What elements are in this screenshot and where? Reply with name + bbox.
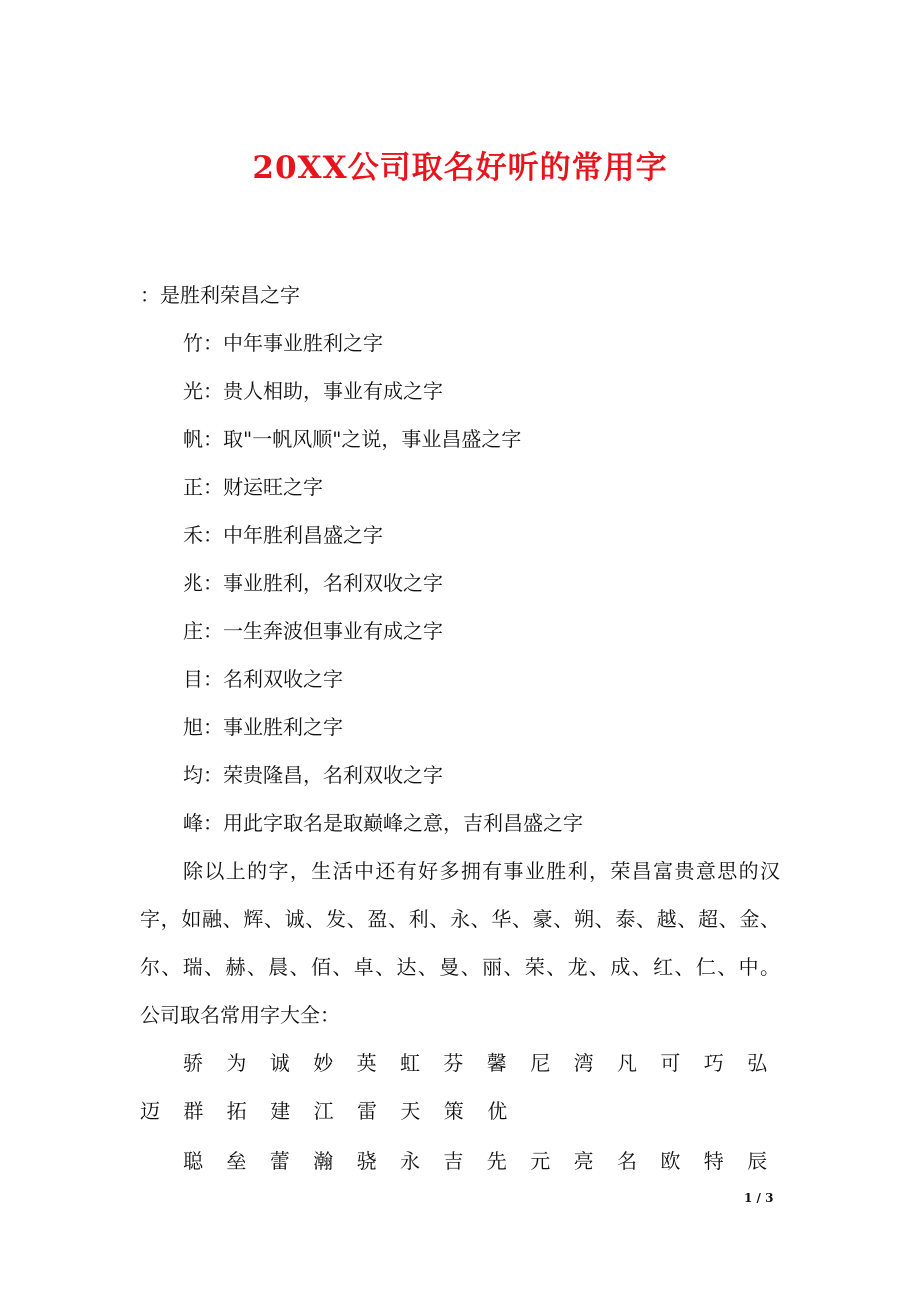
name-char: 诚 — [269, 1051, 290, 1075]
name-char: 策 — [443, 1099, 464, 1123]
name-char: 特 — [703, 1149, 724, 1173]
text-line: 均：荣贵隆昌，名利双收之字 — [183, 763, 443, 787]
text-line: 帆：取"一帆风顺"之说，事业昌盛之字 — [183, 427, 522, 451]
name-char: 优 — [487, 1099, 508, 1123]
text-line: 峰：用此字取名是取巅峰之意，吉利昌盛之字 — [183, 811, 583, 835]
name-char: 蕾 — [269, 1149, 290, 1173]
name-char: 尼 — [530, 1051, 551, 1075]
name-char: 骄 — [183, 1051, 203, 1075]
text-line: 目：名利双收之字 — [183, 667, 343, 691]
name-char: 先 — [486, 1149, 507, 1173]
name-char: 瀚 — [313, 1149, 334, 1173]
paragraph-line: 字，如融、辉、诚、发、盈、利、永、华、豪、朔、泰、越、超、金、 — [140, 907, 780, 931]
char-row — [0, 1048, 920, 1078]
document-title: 20XX公司取名好听的常用字 — [252, 150, 668, 186]
name-char: 芬 — [443, 1051, 464, 1075]
text-line: 光：贵人相助，事业有成之字 — [183, 379, 443, 403]
text-line: 正：财运旺之字 — [183, 475, 323, 499]
name-char: 欧 — [660, 1149, 681, 1173]
section-heading: 公司取名常用字大全： — [140, 1003, 340, 1027]
text-line: 禾：中年胜利昌盛之字 — [183, 523, 383, 547]
char-row — [0, 1096, 920, 1126]
char-row — [0, 1146, 920, 1176]
page-number: 1 / 3 — [744, 1191, 774, 1205]
text-line: 庄：一生奔波但事业有成之字 — [183, 619, 443, 643]
name-char: 建 — [270, 1099, 291, 1123]
name-char: 馨 — [486, 1051, 507, 1075]
name-char: 为 — [226, 1051, 247, 1075]
name-char: 聪 — [183, 1149, 203, 1173]
name-char: 拓 — [226, 1099, 247, 1123]
name-char: 凡 — [617, 1051, 637, 1075]
name-char: 群 — [183, 1099, 204, 1123]
name-char: 亮 — [573, 1149, 594, 1173]
name-char: 江 — [313, 1099, 334, 1123]
text-line: 旭：事业胜利之字 — [183, 715, 343, 739]
text-line: 兆：事业胜利，名利双收之字 — [183, 571, 443, 595]
name-char: 妙 — [313, 1051, 334, 1075]
name-char: 英 — [356, 1051, 377, 1075]
name-char: 迈 — [140, 1099, 160, 1123]
text-line: 竹：中年事业胜利之字 — [183, 331, 383, 355]
name-char: 虹 — [400, 1051, 420, 1075]
name-char: 雷 — [357, 1099, 377, 1123]
name-char: 吉 — [443, 1149, 464, 1173]
name-char: 天 — [400, 1099, 421, 1123]
name-char: 弘 — [747, 1051, 768, 1075]
name-char: 骁 — [356, 1149, 377, 1173]
name-char: 巧 — [703, 1051, 724, 1075]
name-char: 永 — [400, 1149, 420, 1173]
name-char: 元 — [530, 1149, 551, 1173]
paragraph-line: 除以上的字，生活中还有好多拥有事业胜利，荣昌富贵意思的汉 — [183, 859, 780, 883]
paragraph-line: 尔、瑞、赫、晨、佰、卓、达、曼、丽、荣、龙、成、红、仁、中。 — [140, 955, 780, 979]
name-char: 垒 — [226, 1149, 247, 1173]
name-char: 名 — [617, 1149, 637, 1173]
name-char: 辰 — [747, 1149, 768, 1173]
name-char: 可 — [660, 1051, 681, 1075]
name-char: 湾 — [573, 1051, 594, 1075]
text-line: ：是胜利荣昌之字 — [140, 283, 300, 307]
